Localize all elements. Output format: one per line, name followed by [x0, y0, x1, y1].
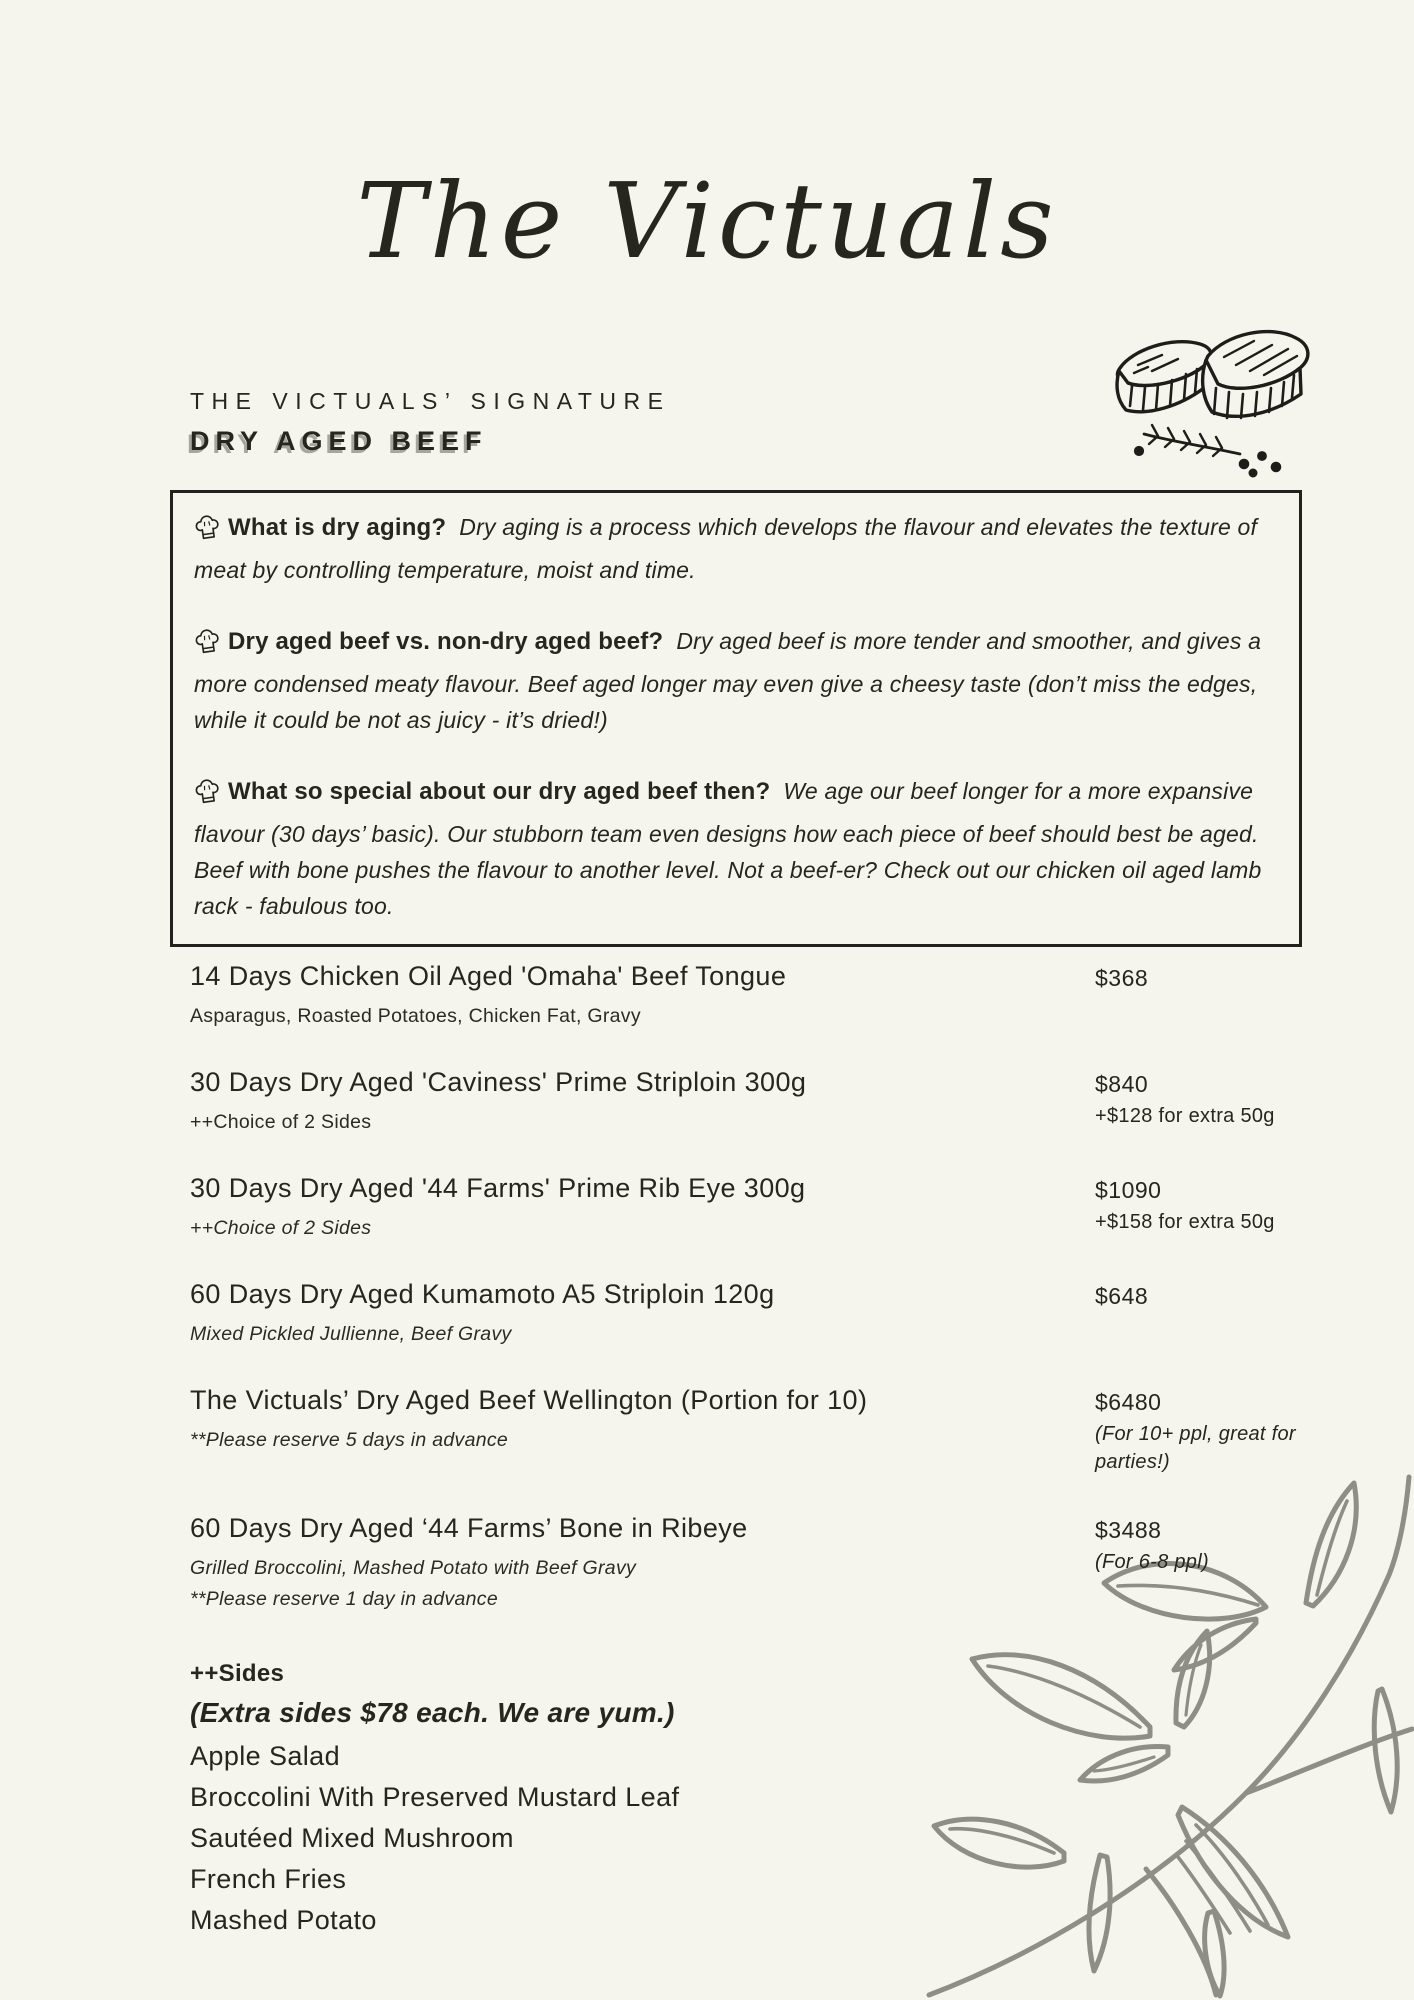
signature-line: THE VICTUALS’ SIGNATURE: [190, 388, 671, 414]
menu-item: [190, 1172, 1330, 1242]
info-paragraph: [194, 773, 1278, 924]
info-question: What is dry aging?: [228, 514, 447, 541]
item-price: $368: [1095, 965, 1149, 991]
sides-subheading: (Extra sides $78 each. We are yum.): [190, 1697, 675, 1728]
item-detail: **Please reserve 5 days in advance: [190, 1429, 509, 1451]
steak-icon: [1092, 312, 1324, 485]
info-question: What so special about our dry aged beef then?: [228, 778, 771, 805]
sides-heading: ++Sides: [190, 1660, 285, 1687]
item-price: $648: [1095, 1283, 1149, 1309]
item-price: $6480: [1095, 1389, 1162, 1415]
menu-list: [190, 960, 1330, 1649]
item-name: 30 Days Dry Aged 'Caviness' Prime Striploin 300g: [190, 1067, 807, 1097]
item-detail: Asparagus, Roasted Potatoes, Chicken Fat, Gravy: [190, 1005, 641, 1027]
item-detail: ++Choice of 2 Sides: [190, 1111, 372, 1133]
item-name: 60 Days Dry Aged ‘44 Farms’ Bone in Ribeye: [190, 1513, 748, 1543]
dry-aging-info-box: [170, 490, 1302, 947]
sides-section: [190, 1660, 679, 1934]
chef-hat-icon: [194, 628, 221, 666]
item-price: $3488: [1095, 1517, 1162, 1543]
chef-hat-icon: [194, 778, 221, 816]
side-item: Apple Salad: [190, 1741, 341, 1771]
item-price: $1090: [1095, 1177, 1162, 1203]
item-detail: Mixed Pickled Jullienne, Beef Gravy: [190, 1323, 512, 1345]
item-price: $840: [1095, 1071, 1149, 1097]
chef-hat-icon: [194, 514, 221, 552]
info-answer: Dry aged beef is more tender and smoother, and gives a more condensed meaty flavour. Beef aged longer may even give a cheesy taste (don’t miss the edges, while it could be not as juicy - it’s dried!): [194, 628, 1262, 733]
item-name: The Victuals’ Dry Aged Beef Wellington (Portion for 10): [190, 1385, 868, 1415]
item-price-note: +$128 for extra 50g: [1095, 1105, 1275, 1127]
section-title: DRY AGED BEEF: [190, 426, 488, 456]
item-price-note: (For 10+ ppl, great for parties!): [1095, 1423, 1296, 1473]
item-name: 14 Days Chicken Oil Aged 'Omaha' Beef Tongue: [190, 961, 787, 991]
info-paragraph: [194, 623, 1278, 738]
menu-item: [190, 1384, 1330, 1476]
item-price-note: (For 6-8 ppl): [1095, 1551, 1209, 1573]
item-name: 30 Days Dry Aged '44 Farms' Prime Rib Eye 300g: [190, 1173, 806, 1203]
menu-item: [190, 1512, 1330, 1613]
menu-item: [190, 960, 1330, 1030]
info-question: Dry aged beef vs. non-dry aged beef?: [228, 628, 664, 655]
item-detail: Grilled Broccolini, Mashed Potato with Beef Gravy: [190, 1557, 637, 1579]
item-price-note: +$158 for extra 50g: [1095, 1211, 1275, 1233]
side-item: Broccolini With Preserved Mustard Leaf: [190, 1782, 680, 1812]
item-detail: **Please reserve 1 day in advance: [190, 1588, 498, 1610]
menu-item: [190, 1278, 1330, 1348]
side-item: French Fries: [190, 1864, 347, 1894]
info-answer: Dry aging is a process which develops the flavour and elevates the texture of meat by controlling temperature, moist and time.: [194, 514, 1258, 583]
menu-item: [190, 1066, 1330, 1136]
item-detail: ++Choice of 2 Sides: [190, 1217, 372, 1239]
info-answer: We age our beef longer for a more expansive flavour (30 days’ basic). Our stubborn team even designs how each piece of beef should best be aged. Beef with bone pushes the flavour to another level. Not a beef-er? Check out our chicken oil aged lamb rack - fabulous too.: [194, 778, 1262, 919]
side-item: Sautéed Mixed Mushroom: [190, 1823, 514, 1853]
info-paragraph: [194, 509, 1278, 588]
item-name: 60 Days Dry Aged Kumamoto A5 Striploin 120g: [190, 1279, 775, 1309]
restaurant-title: The Victuals: [356, 160, 1058, 282]
side-item: Mashed Potato: [190, 1905, 377, 1935]
